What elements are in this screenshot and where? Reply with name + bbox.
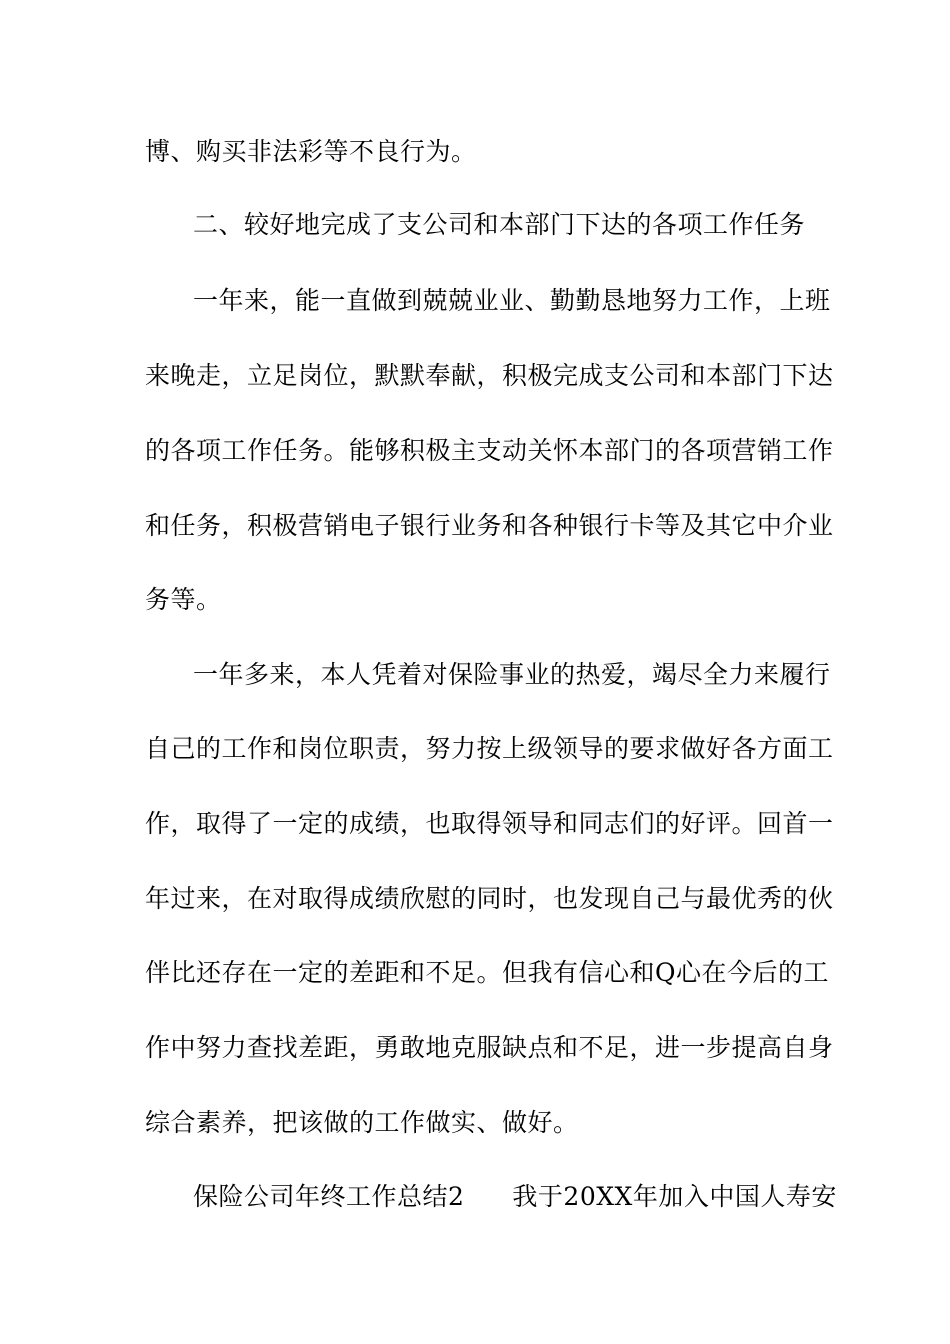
text-line — [193, 1182, 837, 1212]
text-line: 和任务，积极营销电子银行业务和各种银行卡等及其它中介业 — [145, 511, 834, 540]
text-line: 一年来，能一直做到兢兢业业、勤勤恳地努力工作，上班 — [193, 286, 831, 315]
text-line: 的各项工作任务。能够积极主支动关怀本部门的各项营销工作 — [145, 436, 834, 465]
text-line: 伴比还存在一定的差距和不足。但我有信心和Q心在今后的工 — [145, 958, 829, 987]
text-line: 来晚走，立足岗位，默默奉献，积极完成支公司和本部门下达 — [145, 361, 834, 390]
text-line: 博、购买非法彩等不良行为。 — [145, 137, 477, 166]
article-title: 保险公司年终工作总结2 — [193, 1182, 465, 1211]
text-line: 年过来，在对取得成绩欣慰的同时，也发现自己与最优秀的伙 — [145, 884, 834, 913]
text-line: 自己的工作和岗位职责，努力按上级领导的要求做好各方面工 — [145, 734, 834, 763]
text-line: 一年多来，本人凭着对保险事业的热爱，竭尽全力来履行 — [193, 660, 831, 689]
text-line: 作中努力查找差距，勇敢地克服缺点和不足，进一步提高自身 — [145, 1033, 834, 1062]
section-heading: 二、较好地完成了支公司和本部门下达的各项工作任务 — [193, 210, 806, 239]
article-intro: 我于20XX年加入中国人寿安 — [512, 1182, 837, 1211]
text-line: 务等。 — [145, 585, 222, 614]
text-line: 作，取得了一定的成绩，也取得领导和同志们的好评。回首一 — [145, 809, 834, 838]
text-line: 综合素养，把该做的工作做实、做好。 — [145, 1108, 579, 1137]
